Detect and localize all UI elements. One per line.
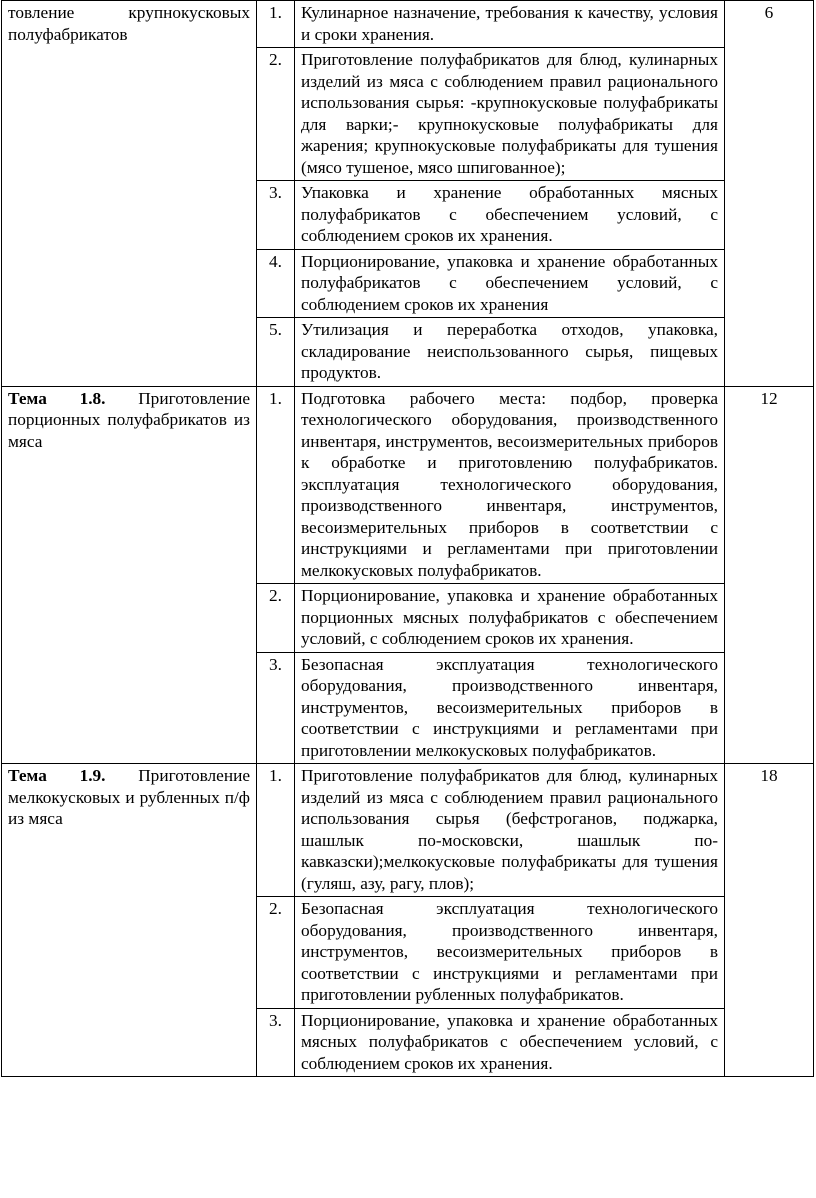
item-content: Порционирование, упаковка и хранение обработанных полуфабрикатов с обеспечением условий, с соблюдением сроков их хранения xyxy=(295,249,725,318)
topic-label: Тема xyxy=(8,388,47,408)
topic-title: товление крупнокусковых полуфабрикатов xyxy=(8,3,250,44)
table-row xyxy=(2,386,814,584)
item-number: 3. xyxy=(257,181,295,250)
topic-cell xyxy=(2,1,257,387)
hours-cell: 18 xyxy=(725,764,814,1077)
item-content: Приготовление полуфабрикатов для блюд, кулинарных изделий из мяса с соблюдением правил рационального использования сырья (бефстроганов, поджарка, шашлык по-московски, шашлык по-кавказски);мелкокусковые полуфабрикаты для тушения (гуляш, азу, рагу, плов); xyxy=(295,764,725,897)
topic-title: Приготовление порционных полуфабрикатов из мяса xyxy=(8,388,250,451)
topic-label: Тема xyxy=(8,766,47,785)
table-row xyxy=(2,764,814,897)
table-row xyxy=(2,1,814,48)
item-number: 2. xyxy=(257,584,295,653)
curriculum-table xyxy=(1,0,814,1077)
item-content: Упаковка и хранение обработанных мясных полуфабрикатов с обеспечением условий, с соблюдением сроков их хранения. xyxy=(295,181,725,250)
curriculum-table-body xyxy=(2,1,814,1077)
topic-heading xyxy=(8,2,250,45)
item-content: Порционирование, упаковка и хранение обработанных порционных мясных полуфабрикатов с обеспечением условий, с соблюдением сроков их хранения. xyxy=(295,584,725,653)
topic-cell xyxy=(2,386,257,764)
topic-title: Приготовление мелкокусковых и рубленных п/ф из мяса xyxy=(8,766,250,828)
item-number: 1. xyxy=(257,764,295,897)
item-content: Приготовление полуфабрикатов для блюд, кулинарных изделий из мяса с соблюдением правил рационального использования сырья: -крупнокусковые полуфабрикаты для варки;- крупнокусковые полуфабрикаты для жарения; крупнокусковые полуфабрикаты для тушения (мясо тушеное, мясо шпигованное); xyxy=(295,48,725,181)
topic-number: 1.9. xyxy=(79,766,106,785)
item-content: Безопасная эксплуатация технологического оборудования, производственного инвентаря, инструментов, весоизмерительных приборов в соответствии с инструкциями и регламентами при приготовлении рубленных полуфабрикатов. xyxy=(295,897,725,1009)
item-number: 4. xyxy=(257,249,295,318)
topic-cell xyxy=(2,764,257,1077)
item-content: Порционирование, упаковка и хранение обработанных мясных полуфабрикатов с обеспечением условий, с соблюдением сроков их хранения. xyxy=(295,1008,725,1077)
item-content: Подготовка рабочего места: подбор, проверка технологического оборудования, производственного инвентаря, инструментов, весоизмерительных приборов к обработке и приготовлению полуфабрикатов. эксплуатация технологического оборудования, производственного инвентаря, инструментов, весоизмерительных приборов в соответствии с инструкциями и регламентами при приготовлении мелкокусковых полуфабрикатов. xyxy=(295,386,725,584)
item-number: 1. xyxy=(257,386,295,584)
hours-cell: 12 xyxy=(725,386,814,764)
item-number: 5. xyxy=(257,318,295,387)
item-number: 3. xyxy=(257,1008,295,1077)
item-content: Безопасная эксплуатация технологического оборудования, производственного инвентаря, инструментов, весоизмерительных приборов в соответствии с инструкциями и регламентами при приготовлении мелкокусковых полуфабрикатов. xyxy=(295,652,725,764)
topic-number: 1.8. xyxy=(79,388,106,408)
topic-heading xyxy=(8,388,250,453)
item-content: Кулинарное назначение, требования к качеству, условия и сроки хранения. xyxy=(295,1,725,48)
item-number: 3. xyxy=(257,652,295,764)
item-number: 2. xyxy=(257,897,295,1009)
topic-heading xyxy=(8,765,250,830)
item-content: Утилизация и переработка отходов, упаковка, складирование неиспользованного сырья, пищевых продуктов. xyxy=(295,318,725,387)
hours-cell: 6 xyxy=(725,1,814,387)
item-number: 2. xyxy=(257,48,295,181)
item-number: 1. xyxy=(257,1,295,48)
